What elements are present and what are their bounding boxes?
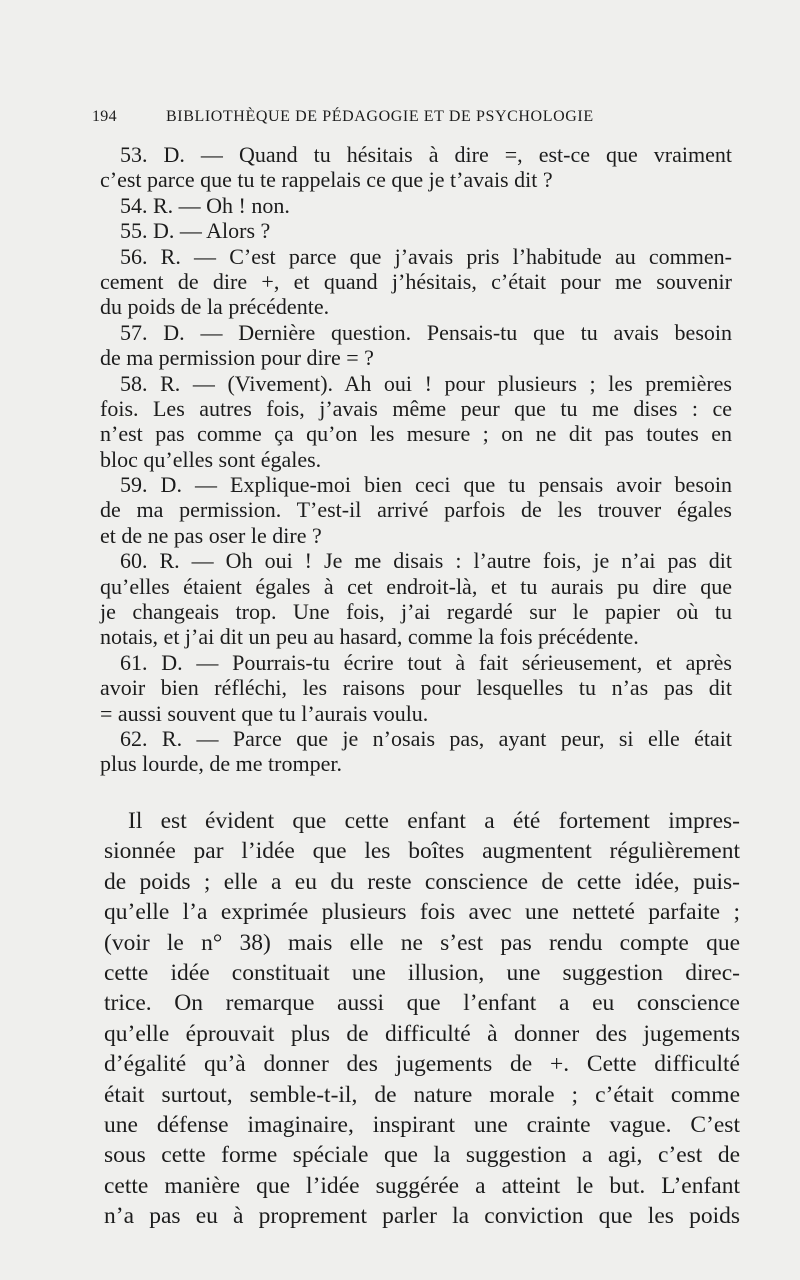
paragraph-line: une défense imaginaire, inspirant une crainte vague. C’est [104,1111,740,1138]
running-title: BIBLIOTHÈQUE DE PÉDAGOGIE ET DE PSYCHOLOGIE [166,108,594,125]
dialogue-line: et de ne pas oser le dire ? [100,522,322,548]
dialogue-line: cement de dire +, et quand j’hésitais, c’était pour me souvenir [100,268,732,294]
dialogue-line: c’est parce que tu te rappelais ce que je t’avais dit ? [100,167,553,193]
dialogue-line: 56. R. — C’est parce que j’avais pris l’habitude au commen- [120,243,732,269]
dialogue-line: 54. R. — Oh ! non. [120,192,290,218]
paragraph-line: d’égalité qu’à donner des jugements de +. Cette difficulté [104,1051,740,1078]
dialogue-line: fois. Les autres fois, j’avais même peur que tu me dises : ce [100,395,732,421]
paragraph-line: trice. On remarque aussi que l’enfant a eu conscience [104,990,740,1017]
dialogue-line: plus lourde, de me tromper. [100,751,342,777]
dialogue-line: notais, et j’ai dit un peu au hasard, comme la fois précédente. [100,624,639,650]
paragraph-line: Il est évident que cette enfant a été fortement impres- [128,808,740,834]
page-number: 194 [92,108,117,125]
dialogue-line: du poids de la précédente. [100,294,330,320]
dialogue-line: de ma permission. T’est-il arrivé parfois de les trouver égales [100,497,732,523]
dialogue-line: 55. D. — Alors ? [120,218,271,244]
paragraph-line: qu’elle éprouvait plus de difficulté à donner des jugements [104,1020,740,1047]
dialogue-line: n’est pas comme ça qu’on les mesure ; on ne dit pas toutes en [100,421,732,447]
paragraph-line: cette idée constituait une illusion, une suggestion direc- [104,959,740,986]
dialogue-line: 60. R. — Oh oui ! Je me disais : l’autre fois, je n’ai pas dit [120,548,732,574]
dialogue-line: 57. D. — Dernière question. Pensais-tu que tu avais besoin [120,319,732,345]
dialogue-line: de ma permission pour dire = ? [100,345,374,371]
dialogue-line: 53. D. — Quand tu hésitais à dire =, est-ce que vraiment [120,142,732,167]
paragraph-line: de poids ; elle a eu du reste conscience de cette idée, puis- [104,868,740,895]
dialogue-line: 59. D. — Explique-moi bien ceci que tu pensais avoir besoin [120,472,732,498]
paragraph-line: sionnée par l’idée que les boîtes augmentent régulièrement [104,838,740,865]
paragraph-line: sous cette forme spéciale que la suggestion a agi, c’est de [104,1142,740,1169]
paragraph-line: (voir le n° 38) mais elle ne s’est pas rendu compte que [104,929,740,956]
dialogue-line: 61. D. — Pourrais-tu écrire tout à fait sérieusement, et après [120,649,732,675]
paragraph-line: était surtout, semble-t-il, de nature morale ; c’était comme [104,1081,740,1108]
paragraph-line: n’a pas eu à proprement parler la conviction que les poids [104,1203,740,1230]
dialogue-line: je changeais trop. Une fois, j’ai regardé sur le papier où tu [100,599,732,625]
page-header [92,108,594,126]
dialogue-line: 62. R. — Parce que je n’osais pas, ayant peur, si elle était [120,725,732,751]
dialogue-line: = aussi souvent que tu l’aurais voulu. [100,700,429,726]
paragraph-line: qu’elle l’a exprimée plusieurs fois avec une netteté parfaite ; [104,899,740,926]
dialogue-line: bloc qu’elles sont égales. [100,446,322,472]
dialogue-line: qu’elles étaient égales à cet endroit-là, et tu aurais pu dire que [100,573,732,599]
dialogue-line: avoir bien réfléchi, les raisons pour lesquelles tu n’as pas dit [100,675,732,701]
paragraph-line: cette manière que l’idée suggérée a atteint le but. L’enfant [104,1172,740,1199]
dialogue-line: 58. R. — (Vivement). Ah oui ! pour plusieurs ; les premières [120,370,732,396]
commentary-paragraph [104,806,740,1231]
dialogue-transcript [100,142,732,777]
